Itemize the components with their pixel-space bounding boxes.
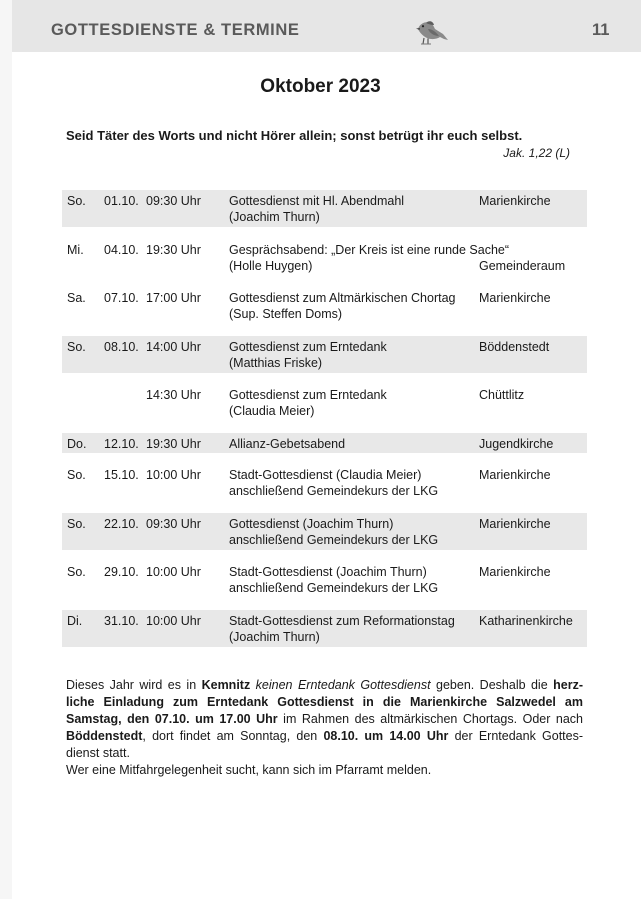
- event-time: 10:00 Uhr: [146, 613, 201, 628]
- event-place: Gemeinderaum: [479, 258, 566, 273]
- event-title: Allianz-Gebetsabend: [229, 436, 346, 451]
- event-day: Di.: [67, 613, 83, 628]
- event-date: 15.10.: [104, 468, 139, 482]
- event-place: Katharinenkirche: [479, 613, 573, 628]
- notice-line: dienst statt.: [66, 746, 130, 760]
- event-date: 07.10.: [104, 291, 139, 305]
- event-day: So.: [67, 468, 86, 482]
- event-time: 10:00 Uhr: [146, 565, 201, 579]
- event-date: 22.10.: [104, 516, 139, 531]
- bible-verse: Seid Täter des Worts und nicht Hörer allein; sonst betrügt ihr euch selbst.: [66, 128, 523, 143]
- event-time: 17:00 Uhr: [146, 291, 201, 305]
- event-row: [62, 190, 587, 227]
- event-title: Gottesdienst mit Hl. Abendmahl: [229, 194, 405, 208]
- event-subtitle: (Joachim Thurn): [229, 629, 320, 644]
- event-place: Marienkirche: [479, 468, 551, 482]
- month-title: Oktober 2023: [260, 76, 381, 97]
- event-row: [62, 513, 587, 550]
- event-time: 14:00 Uhr: [146, 339, 201, 354]
- event-place: Marienkirche: [479, 516, 551, 531]
- verse-reference: Jak. 1,22 (L): [503, 146, 570, 160]
- section-title: GOTTESDIENSTE & TERMINE: [51, 21, 300, 39]
- event-place: Marienkirche: [479, 194, 551, 208]
- event-title: Gottesdienst zum Altmärkischen Chortag: [229, 291, 456, 305]
- event-place: Marienkirche: [479, 291, 551, 305]
- notice-line: Samstag, den 07.10. um 17.00 Uhr im Rahmen des altmärkischen Chortags. Oder nach: [66, 712, 583, 726]
- event-time: 10:00 Uhr: [146, 468, 201, 482]
- event-place: Böddenstedt: [479, 339, 550, 354]
- event-place: Chüttlitz: [479, 388, 525, 402]
- event-row: [62, 561, 587, 598]
- event-row: [62, 384, 587, 421]
- event-title: Gottesdienst zum Erntedank: [229, 388, 387, 402]
- event-place: Jugendkirche: [479, 436, 554, 451]
- event-day: So.: [67, 339, 86, 354]
- event-title: Gottesdienst zum Erntedank: [229, 339, 387, 354]
- event-title: Stadt-Gottesdienst (Joachim Thurn): [229, 565, 427, 579]
- event-list: [62, 190, 587, 658]
- notice-paragraph: [66, 677, 583, 779]
- event-time: 19:30 Uhr: [146, 242, 201, 257]
- event-subtitle: (Holle Huygen): [229, 258, 313, 273]
- event-day: So.: [67, 194, 86, 208]
- event-row: [62, 610, 587, 647]
- event-date: 04.10.: [104, 242, 139, 257]
- notice-line: Dieses Jahr wird es in Kemnitz keinen Erntedank Gottesdienst geben. Deshalb die herz-: [66, 678, 583, 692]
- event-subtitle: (Joachim Thurn): [229, 210, 320, 224]
- event-time: 19:30 Uhr: [146, 436, 201, 451]
- event-day: So.: [67, 516, 86, 531]
- notice-line: Wer eine Mitfahrgelegenheit sucht, kann sich im Pfarramt melden.: [66, 763, 432, 777]
- event-row: [62, 239, 587, 276]
- event-title: Gesprächsabend: „Der Kreis ist eine runde Sache“: [229, 242, 510, 257]
- event-date: 08.10.: [104, 339, 139, 354]
- event-day: Mi.: [67, 242, 84, 257]
- event-subtitle: (Sup. Steffen Doms): [229, 307, 343, 321]
- event-title: Stadt-Gottesdienst zum Reformationstag: [229, 613, 455, 628]
- notice-line: Böddenstedt, dort findet am Sonntag, den 08.10. um 14.00 Uhr der Erntedank Gottes-: [66, 729, 584, 743]
- event-time: 09:30 Uhr: [146, 194, 201, 208]
- event-row: [62, 433, 587, 453]
- event-title: Gottesdienst (Joachim Thurn): [229, 516, 394, 531]
- event-row: [62, 287, 587, 324]
- event-day: Sa.: [67, 291, 86, 305]
- event-date: 12.10.: [104, 436, 139, 451]
- event-subtitle: anschließend Gemeindekurs der LKG: [229, 532, 439, 547]
- event-day: So.: [67, 565, 86, 579]
- event-subtitle: anschließend Gemeindekurs der LKG: [229, 581, 439, 595]
- event-time: 09:30 Uhr: [146, 516, 201, 531]
- event-subtitle: (Matthias Friske): [229, 355, 323, 370]
- event-time: 14:30 Uhr: [146, 388, 201, 402]
- notice-line: liche Einladung zum Erntedank Gottesdienst in die Marienkirche Salzwedel am: [66, 695, 583, 709]
- event-day: Do.: [67, 436, 87, 451]
- sparrow-bird-icon: [413, 13, 449, 49]
- event-date: 01.10.: [104, 194, 139, 208]
- event-place: Marienkirche: [479, 565, 551, 579]
- event-row: [62, 336, 587, 373]
- event-title: Stadt-Gottesdienst (Claudia Meier): [229, 468, 422, 482]
- page-number: 11: [592, 21, 610, 39]
- event-subtitle: (Claudia Meier): [229, 404, 315, 418]
- event-date: 29.10.: [104, 565, 139, 579]
- event-subtitle: anschließend Gemeindekurs der LKG: [229, 484, 439, 498]
- event-date: 31.10.: [104, 613, 139, 628]
- event-row: [62, 464, 587, 501]
